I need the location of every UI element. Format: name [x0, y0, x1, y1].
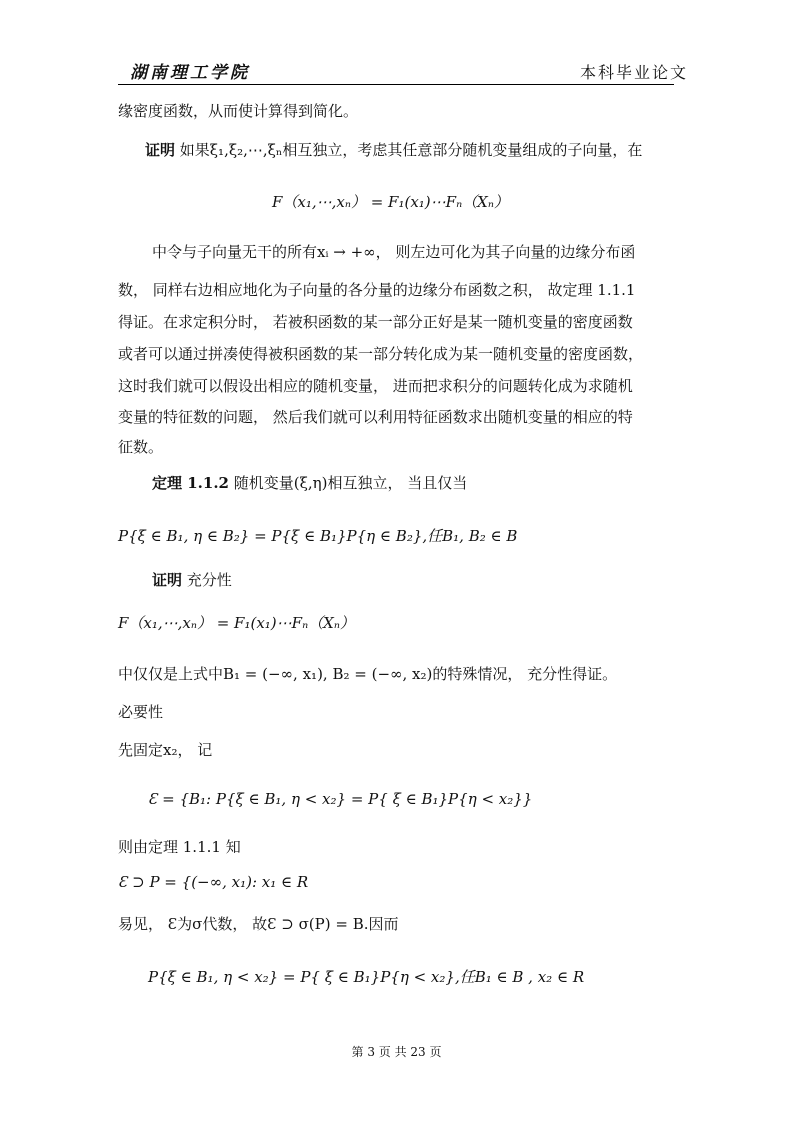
equation: Ɛ = {B₁: P{ξ ∈ B₁, η < x₂} = P{ ξ ∈ B₁}P{η < x₂}} [148, 790, 533, 808]
proof-paragraph [152, 569, 232, 590]
text-line: 变量的特征数的问题， 然后我们就可以利用特征函数求出随机变量的相应的特 [118, 408, 633, 426]
theorem-statement [152, 472, 467, 493]
text-line: 缘密度函数，从而使计算得到简化。 [118, 102, 359, 120]
text-line: 先固定x₂， 记 [118, 741, 213, 759]
text-line: 充分性 [186, 571, 232, 589]
text-line: 中令与子向量无干的所有xᵢ → +∞， 则左边可化为其子向量的边缘分布函 [152, 243, 636, 261]
text-line: 或者可以通过拼凑使得被积函数的某一部分转化成为某一随机变量的密度函数， [118, 345, 644, 363]
proof-paragraph [145, 139, 642, 160]
proof-label: 证明 [145, 141, 176, 159]
text-line: 征数。 [118, 438, 164, 456]
text-line: 数， 同样右边相应地化为子向量的各分量的边缘分布函数之积， 故定理 1.1.1 [118, 281, 636, 299]
text-line: 必要性 [118, 703, 164, 721]
text-line: 这时我们就可以假设出相应的随机变量， 进而把求积分的问题转化成为求随机 [118, 377, 633, 395]
equation: F（x₁,⋯,xₙ） = F₁(x₁)⋯Fₙ（Xₙ） [272, 193, 509, 211]
proof-label: 证明 [152, 571, 183, 589]
equation: F（x₁,⋯,xₙ） = F₁(x₁)⋯Fₙ（Xₙ） [118, 614, 355, 632]
text-line: 则由定理 1.1.1 知 [118, 838, 241, 856]
header-rule [118, 84, 674, 85]
equation: P{ξ ∈ B₁, η ∈ B₂} = P{ξ ∈ B₁}P{η ∈ B₂},任B₁, B₂ ∈ B [118, 527, 518, 545]
equation: P{ξ ∈ B₁, η < x₂} = P{ ξ ∈ B₁}P{η < x₂},任B₁ ∈ B , x₂ ∈ R [148, 968, 585, 986]
equation: Ɛ ⊃ P = {(−∞, x₁): x₁ ∈ R [118, 873, 309, 891]
document-type: 本科毕业论文 [580, 63, 689, 82]
text-line: 中仅仅是上式中B₁ = (−∞, x₁), B₂ = (−∞, x₂)的特殊情况， 充分性得证。 [118, 665, 618, 683]
theorem-text: 随机变量(ξ,η)相互独立， 当且仅当 [233, 474, 468, 492]
text-line: 如果ξ₁,ξ₂,⋯,ξₙ相互独立，考虑其任意部分随机变量组成的子向量，在 [179, 141, 643, 159]
theorem-label: 定理 1.1.2 [152, 474, 229, 492]
text-line: 得证。在求定积分时， 若被积函数的某一部分正好是某一随机变量的密度函数 [118, 313, 633, 331]
text-line: 易见， Ɛ为σ代数， 故Ɛ ⊃ σ(P) = B.因而 [118, 915, 399, 933]
institution-name: 湖南理工学院 [130, 63, 250, 83]
page-number: 第 3 页 共 23 页 [351, 1045, 442, 1059]
